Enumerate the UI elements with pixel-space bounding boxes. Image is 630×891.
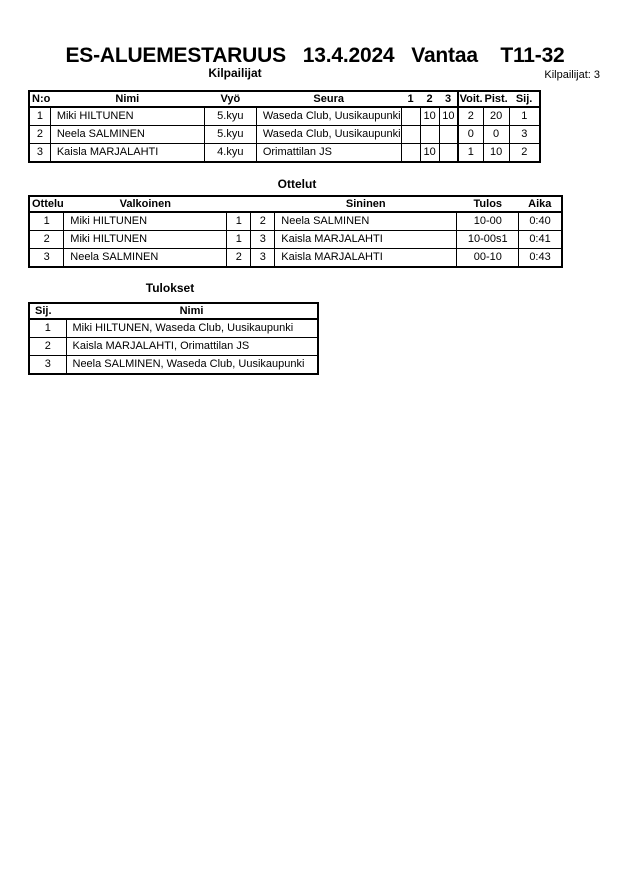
- cell-valkoinen: Miki HILTUNEN: [64, 231, 227, 249]
- cell-blue-no: 3: [251, 249, 275, 268]
- col-header-seura: Seura: [256, 91, 401, 107]
- cell-pist: 0: [483, 126, 509, 144]
- cell-result-2: [420, 126, 439, 144]
- col-header-sininen: Sininen: [275, 196, 457, 212]
- table-row: [29, 319, 318, 338]
- cell-nimi: Miki HILTUNEN, Waseda Club, Uusikaupunki: [66, 319, 318, 338]
- cell-sij: 3: [509, 126, 540, 144]
- cell-sininen: Kaisla MARJALAHTI: [275, 249, 457, 268]
- col-header-sij: Sij.: [29, 303, 66, 319]
- cell-valkoinen: Neela SALMINEN: [64, 249, 227, 268]
- cell-seura: [256, 126, 401, 144]
- kilpailijat-table: [28, 90, 541, 163]
- page-title: ES-ALUEMESTARUUS 13.4.2024 Vantaa T11-32: [65, 44, 565, 67]
- cell-aika: 0:43: [519, 249, 562, 268]
- cell-vyo: 5.kyu: [204, 107, 256, 126]
- cell-vyo: 5.kyu: [204, 126, 256, 144]
- cell-no: 3: [29, 144, 50, 163]
- cell-nimi: Neela SALMINEN: [50, 126, 204, 144]
- kilpailijat-header-row: [29, 91, 540, 107]
- cell-sininen: Kaisla MARJALAHTI: [275, 231, 457, 249]
- col-header-sij: Sij.: [509, 91, 540, 107]
- ottelut-table: [28, 195, 563, 268]
- cell-valkoinen: Miki HILTUNEN: [64, 212, 227, 231]
- col-header-no: N:o: [29, 91, 50, 107]
- cell-result-2: 10: [420, 144, 439, 163]
- competitors-count: Kilpailijat: 3: [544, 69, 600, 81]
- table-row: [29, 144, 540, 163]
- cell-match-no: 2: [29, 231, 64, 249]
- cell-result-3: 10: [439, 107, 458, 126]
- col-header-nimi: Nimi: [50, 91, 204, 107]
- table-row: [29, 126, 540, 144]
- cell-result-1: [401, 107, 420, 126]
- cell-vyo: 4.kyu: [204, 144, 256, 163]
- cell-result-1: [401, 144, 420, 163]
- col-header-ottelu: Ottelu: [29, 196, 64, 212]
- table-row: [29, 338, 318, 356]
- seura-text: Orimattilan JS: [262, 146, 332, 158]
- seura-text: Waseda Club, Uusikaupunki: [262, 110, 401, 122]
- cell-match-no: 3: [29, 249, 64, 268]
- cell-blue-no: 3: [251, 231, 275, 249]
- cell-nimi: Miki HILTUNEN: [50, 107, 204, 126]
- cell-pist: 20: [483, 107, 509, 126]
- col-header-nimi: Nimi: [66, 303, 318, 319]
- table-row: [29, 249, 562, 268]
- cell-nimi: Kaisla MARJALAHTI, Orimattilan JS: [66, 338, 318, 356]
- cell-aika: 0:40: [519, 212, 562, 231]
- cell-seura: [256, 144, 401, 163]
- cell-match-no: 1: [29, 212, 64, 231]
- col-header-blue-no: [251, 196, 275, 212]
- tulokset-heading: Tulokset: [145, 281, 195, 295]
- table-row: [29, 212, 562, 231]
- tulokset-header-row: [29, 303, 318, 319]
- cell-white-no: 2: [227, 249, 251, 268]
- cell-sij: 2: [509, 144, 540, 163]
- col-header-vyo: Vyö: [204, 91, 256, 107]
- col-header-voit: Voit.: [459, 93, 483, 105]
- col-header-pist: Pist.: [484, 93, 508, 105]
- cell-voit: 2: [458, 107, 483, 126]
- col-header-valkoinen: Valkoinen: [64, 196, 227, 212]
- cell-result-3: [439, 126, 458, 144]
- col-header-tulos: Tulos: [457, 196, 519, 212]
- cell-blue-no: 2: [251, 212, 275, 231]
- col-header-aika: Aika: [519, 196, 562, 212]
- tulokset-table: [28, 302, 319, 375]
- cell-no: 1: [29, 107, 50, 126]
- cell-tulos: 00-10: [457, 249, 519, 268]
- table-row: [29, 231, 562, 249]
- cell-tulos: 10-00: [457, 212, 519, 231]
- ottelut-header-row: [29, 196, 562, 212]
- cell-nimi: Kaisla MARJALAHTI: [50, 144, 204, 163]
- cell-voit: 0: [458, 126, 483, 144]
- cell-white-no: 1: [227, 212, 251, 231]
- cell-nimi: Neela SALMINEN, Waseda Club, Uusikaupunki: [66, 356, 318, 375]
- cell-sij: 2: [29, 338, 66, 356]
- cell-result-1: [401, 126, 420, 144]
- table-row: [29, 356, 318, 375]
- cell-sij: 1: [509, 107, 540, 126]
- cell-white-no: 1: [227, 231, 251, 249]
- cell-pist: 10: [483, 144, 509, 163]
- cell-voit: 1: [458, 144, 483, 163]
- cell-result-2: 10: [420, 107, 439, 126]
- cell-sininen: Neela SALMINEN: [275, 212, 457, 231]
- cell-aika: 0:41: [519, 231, 562, 249]
- col-header-3: 3: [439, 91, 458, 107]
- col-header-white-no: [227, 196, 251, 212]
- ottelut-heading: Ottelut: [277, 177, 317, 191]
- cell-sij: 1: [29, 319, 66, 338]
- cell-sij: 3: [29, 356, 66, 375]
- col-header-2: 2: [420, 91, 439, 107]
- cell-tulos: 10-00s1: [457, 231, 519, 249]
- cell-result-3: [439, 144, 458, 163]
- cell-seura: [256, 107, 401, 126]
- col-header-1: 1: [401, 91, 420, 107]
- seura-text: Waseda Club, Uusikaupunki: [262, 128, 401, 140]
- kilpailijat-heading: Kilpailijat: [208, 66, 262, 80]
- cell-no: 2: [29, 126, 50, 144]
- table-row: [29, 107, 540, 126]
